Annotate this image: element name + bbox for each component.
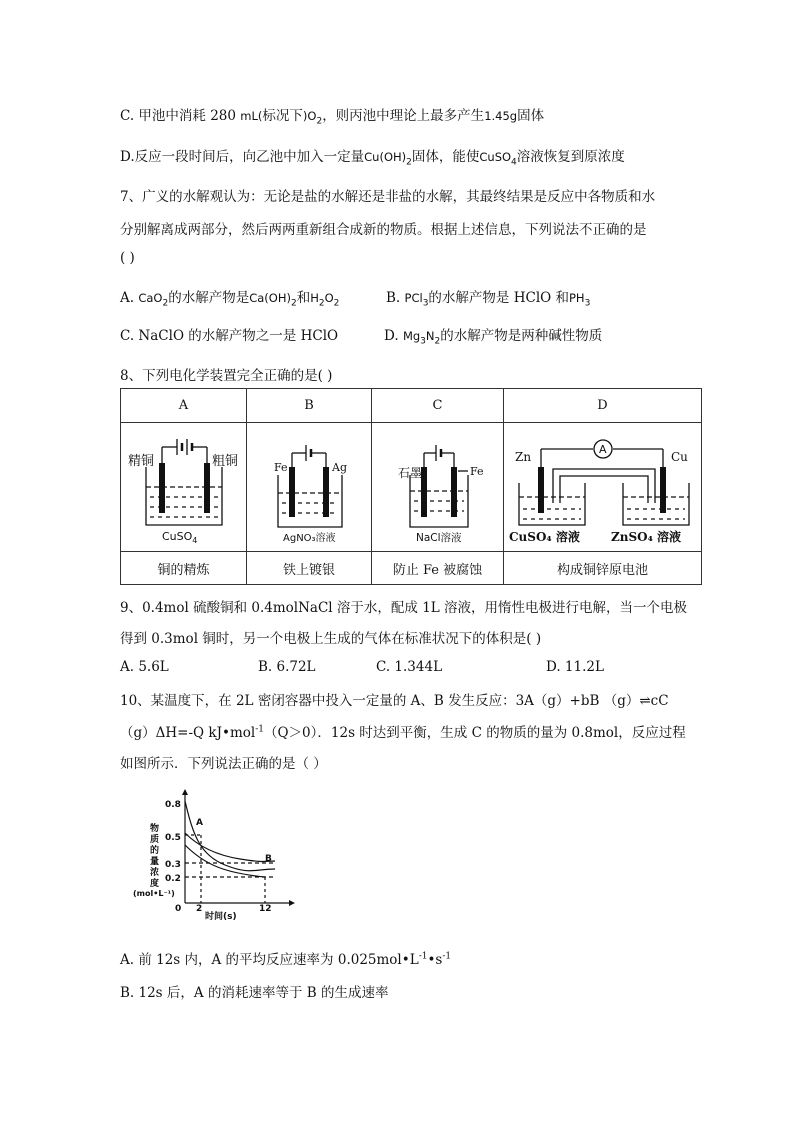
- svg-text:NaCl溶液: NaCl溶液: [415, 532, 462, 544]
- graph-ylabel-1: 物: [150, 824, 160, 834]
- q9-stem-line1: 9、0.4mol 硫酸铜和 0.4molNaCl 溶于水，配成 1L 溶液，用惰性电极进行电解，当一个电极: [120, 600, 688, 616]
- q9-option-b: B. 6.72L: [258, 659, 316, 675]
- galvanic-cell-d-diagram: [505, 425, 701, 545]
- graph-ylabel-4: 量: [150, 857, 160, 867]
- svg-text:精铜: 精铜: [127, 454, 154, 469]
- svg-text:ZnSO₄ 溶液: ZnSO₄ 溶液: [610, 530, 681, 544]
- svg-text:CuSO4: CuSO$_4$: [161, 530, 197, 545]
- svg-text:AgNO₃溶液: AgNO₃溶液: [283, 533, 336, 544]
- svg-text:A: A: [598, 443, 607, 456]
- q8-header-b: B: [247, 389, 372, 423]
- q9-option-c: C. 1.344L: [376, 659, 443, 675]
- protection-cell-c-diagram: [376, 425, 500, 545]
- graph-yunit: (mol•L⁻¹): [133, 889, 175, 898]
- q10-stem-line2: （g）ΔH=-Q kJ•mol$^{-1}$（Q＞0）．12s 时达到平衡，生成 C 的物质的量为 0.8mol，反应过程: [120, 724, 686, 741]
- q10-stem-line3: 如图所示．下列说法正确的是（ ）: [120, 756, 327, 772]
- graph-xtick-12: 12: [259, 904, 272, 914]
- graph-ylabel-2: 质: [150, 835, 160, 845]
- q8-apparatus-b: [247, 423, 372, 552]
- graph-ylabel-6: 度: [150, 879, 160, 889]
- electrolysis-cell-a-diagram: [124, 425, 244, 545]
- q7-option-c: C. NaClO 的水解产物之一是 HClO: [120, 328, 339, 344]
- svg-text:石墨: 石墨: [397, 466, 422, 480]
- graph-curve-b-label: B: [265, 854, 272, 864]
- graph-ytick-08: 0.8: [165, 800, 181, 810]
- q8-caption-b: 铁上镀银: [247, 552, 372, 585]
- graph-ylabel-5: 浓: [150, 868, 160, 878]
- graph-xlabel: 时间(s): [205, 912, 237, 922]
- q8-stem: 8、下列电化学装置完全正确的是( ): [120, 368, 333, 384]
- graph-curve-a: [185, 801, 275, 871]
- q8-header-a: A: [121, 389, 247, 423]
- svg-text:Zn: Zn: [514, 450, 531, 464]
- q9-stem-line2: 得到 0.3mol 铜时，另一个电极上生成的气体在标准状况下的体积是( ): [120, 631, 542, 647]
- q8-header-d: D: [504, 389, 702, 423]
- q8-caption-a: 铜的精炼: [121, 552, 247, 585]
- q7-stem-line3: ( ): [120, 250, 135, 266]
- q8-apparatus-a: [121, 423, 247, 552]
- q9-option-a: A. 5.6L: [120, 659, 169, 675]
- q8-apparatus-c: [372, 423, 504, 552]
- graph-ytick-02: 0.2: [165, 874, 181, 884]
- q7-option-a: A. CaO$_2$的水解产物是$Ca(OH)_2$和$H_2O_2$: [120, 290, 340, 309]
- q10-option-b: B. 12s 后，A 的消耗速率等于 B 的生成速率: [120, 985, 389, 1001]
- graph-xtick-0: 0: [175, 904, 182, 914]
- graph-curve-a-label: A: [196, 818, 203, 828]
- q7-stem-line2: 分别解离成两部分，然后两两重新组合成新的物质。根据上述信息，下列说法不正确的是: [120, 222, 647, 238]
- q8-apparatus-d: [504, 423, 702, 552]
- q6-option-c: C. 甲池中消耗 280 mL(标况下)$O_2$，则丙池中理论上最多产生1.45g固体: [120, 108, 545, 127]
- graph-xtick-2: 2: [196, 904, 203, 914]
- q7-option-d: D. $Mg_3N_2$的水解产物是两种碱性物质: [384, 328, 603, 347]
- electroplating-cell-b-diagram: [250, 425, 368, 545]
- graph-ytick-03: 0.3: [165, 860, 181, 870]
- svg-text:Cu: Cu: [670, 450, 688, 464]
- q9-option-d: D. 11.2L: [546, 659, 604, 675]
- q8-caption-d: 构成铜锌原电池: [504, 552, 702, 585]
- q10-stem-line1: 10、某温度下，在 2L 密闭容器中投入一定量的 A、B 发生反应：3A（g）+bB （g）⇌cC: [120, 693, 669, 709]
- graph-ytick-05: 0.5: [165, 833, 181, 843]
- q8-caption-c: 防止 Fe 被腐蚀: [372, 552, 504, 585]
- q10-option-a: A. 前 12s 内，A 的平均反应速率为 $0.025mol•L^{-1}•s^{-1}$: [120, 951, 452, 968]
- svg-text:Fe: Fe: [469, 465, 484, 478]
- graph-ylabel-3: 的: [150, 846, 160, 856]
- q7-stem-line1: 7、广义的水解观认为：无论是盐的水解还是非盐的水解，其最终结果是反应中各物质和水: [120, 189, 656, 205]
- q7-option-b: B. PCl$_3$的水解产物是 HClO 和$PH_3$: [386, 290, 591, 309]
- svg-text:粗铜: 粗铜: [211, 454, 238, 469]
- q8-header-c: C: [372, 389, 504, 423]
- q6-option-d: D.反应一段时间后，向乙池中加入一定量$Cu(OH)_2$固体，能使CuSO$_4$溶液恢复到原浓度: [120, 149, 625, 168]
- svg-text:Ag: Ag: [332, 461, 347, 474]
- svg-text:CuSO₄ 溶液: CuSO₄ 溶液: [508, 530, 580, 544]
- svg-text:Fe: Fe: [274, 461, 288, 474]
- q8-table: [120, 388, 702, 585]
- q10-concentration-graph: [133, 785, 305, 922]
